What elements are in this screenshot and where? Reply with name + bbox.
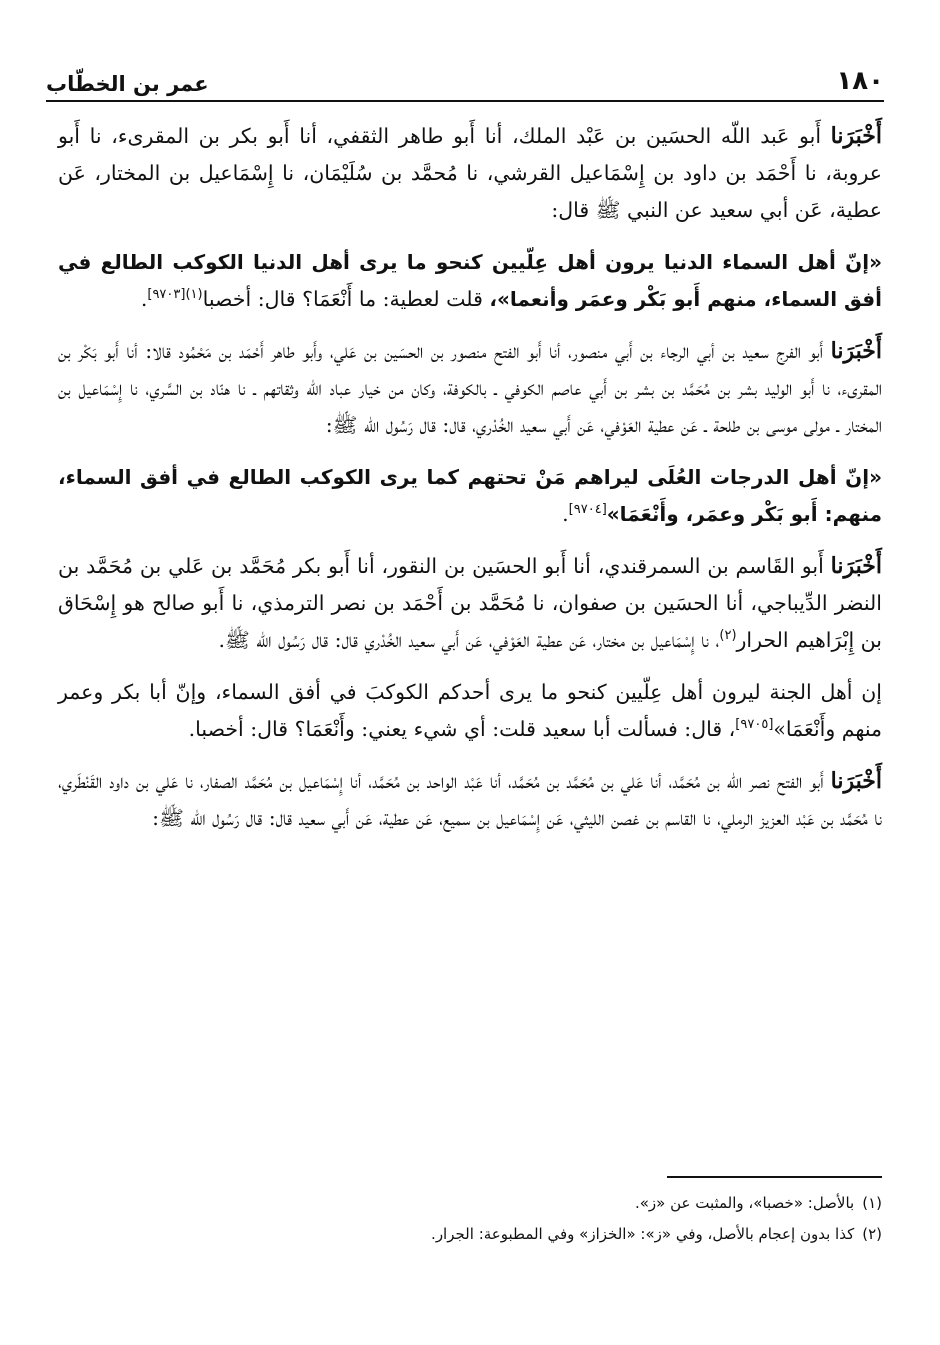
hadith-bold-text: «إنّ أهل الدرجات العُلَى ليراهم مَنْ تحتهم كما يرى الكوكب الطالع في أفق السماء، منهم: أَبو بَكْر وعمَر، وأَنْعَمَا» — [58, 465, 882, 526]
hadith-reference: [٩٧٠٤] — [568, 502, 607, 518]
footnote-divider — [667, 1176, 882, 1178]
footnote-text: بالأصل: «خصبا»، والمثبت عن «ز». — [634, 1194, 855, 1212]
isnad-paragraph-1 — [58, 118, 882, 229]
hadith-text-2 — [58, 459, 882, 533]
isnad-text: أَبو الفتح نصر اللّه بن مُحَمَّد، أنا عَلي بن مُحَمَّد بن مُحَمَّد، أنا عَبْد الواحد بن مُحَمَّد، أنا إِسْمَاعيل بن مُحَمَّد الصفار، نا عَلي بن داود القَنْطَري، نا مُحَمَّد بن عَبْد العزيز الرملي، نا القاسم بن غصن الليثي، عَن إِسْمَاعيل بن سميع، عَن عطية، عَن أَبي سعيد قال: قال رَسُول الله ﷺ: — [58, 769, 882, 830]
footnote-reference: (٢) — [719, 628, 737, 644]
akhbarana-lead: أَخْبَرَنا — [830, 123, 882, 149]
isnad-paragraph-4 — [58, 763, 882, 837]
isnad-text-continued: ، نا إِسْمَاعيل بن مختار، عَن عطية العَوْفي، عَن أَبي سعيد الخُدْري قال: قال رَسُول الله ﷺ. — [218, 628, 720, 652]
isnad-paragraph-3 — [58, 548, 882, 659]
footnote-number: (٢) — [862, 1225, 882, 1243]
isnad-text: أَبو القَاسم بن السمرقندي، أنا أَبو الحسَين بن النقور، أنا أَبو بكر مُحَمَّد بن عَلي بن مُحَمَّد بن النضر الدِّيباجي، أنا الحسَين بن صفوان، نا مُحَمَّد بن أَحْمَد بن نصر الترمذي، نا أَبو صالح هو إِسْحَاق بن إِبْرَاهيم الحرار — [58, 554, 882, 652]
hadith-plain-text-continued: ، قال: فسألت أبا سعيد قلت: أي شيء يعني: وأَنْعَمَا؟ قال: أخصبا. — [188, 717, 736, 741]
isnad-text: أَبو الفرج سعيد بن أبي الرجاء بن أَبي منصور، أنا أَبو الفتح منصور بن الحسَين بن عَلي، وأَبو طاهر أَحْمَد بن مَحْمُود قالا: أنا أَبو بَكْر بن المقرىء، نا أَبو الوليد بشر بن مُحَمَّد بن بشر بن أَبي عاصم الكوفي ـ بالكوفة، وكان من خيار عباد الله وثقاتهم ـ نا هنّاد بن السَّري، نا إِسْمَاعيل بن المختار ـ مولى موسى بن طلحة ـ عَن عطية العَوْفي، عَن أَبي سعيد الخُدْري، قال: قال رَسُول الله ﷺ: — [58, 339, 882, 437]
page-number: ١٨٠ — [836, 66, 884, 96]
hadith-plain-text: إن أهل الجنة ليرون أهل عِلّيين كنحو ما يرى أحدكم الكوكبَ في أفق السماء، وإنّ أبا بكر وعمر منهم وأَنْعَمَا» — [58, 680, 882, 741]
running-title: عمر بن الخطّاب — [46, 72, 209, 96]
footnote-number: (١) — [862, 1194, 882, 1212]
page-header — [46, 58, 884, 102]
hadith-bold-text: «إنّ أهل السماء الدنيا يرون أهل عِلّيين كنحو ما يرى أهل الدنيا الكوكب الطالع في أفق السماء، منهم أَبو بَكْر وعمَر وأنعما»، — [58, 250, 882, 311]
footnote-text: كذا بدون إعجام بالأصل، وفي «ز»: «الخزاز» وفي المطبوعة: الجرار. — [431, 1225, 855, 1243]
isnad-paragraph-2 — [58, 333, 882, 444]
isnad-text: أَبو عَبد اللّه الحسَين بن عَبْد الملك، أنا أَبو طاهر الثقفي، أنا أَبو بكر بن المقرىء، نا أَبو عروبة، نا أَحْمَد بن داود بن إِسْمَاعيل القرشي، نا مُحمَّد بن سُلَيْمَان، نا إِسْمَاعيل بن المختار، عَن عطية، عَن أبي سعيد عن النبي ﷺ قال: — [58, 124, 882, 222]
sentence-end: . — [562, 502, 569, 526]
hadith-text-3 — [58, 674, 882, 748]
akhbarana-lead: أَخْبَرَنا — [830, 768, 882, 794]
akhbarana-lead: أَخْبَرَنا — [830, 553, 882, 579]
page-body — [58, 118, 882, 852]
footnotes — [58, 1176, 882, 1250]
footnote-2 — [58, 1219, 882, 1250]
sentence-end: . — [140, 287, 148, 311]
hadith-reference: [٩٧٠٥] — [735, 717, 774, 733]
hadith-text-1 — [58, 244, 882, 318]
hadith-comment: قلت لعطية: ما أَنْعَمَا؟ قال: أخصبا — [202, 287, 490, 311]
footnote-1 — [58, 1188, 882, 1219]
akhbarana-lead: أَخْبَرَنا — [830, 338, 882, 364]
hadith-reference: (١)[٩٧٠٣] — [147, 287, 203, 303]
